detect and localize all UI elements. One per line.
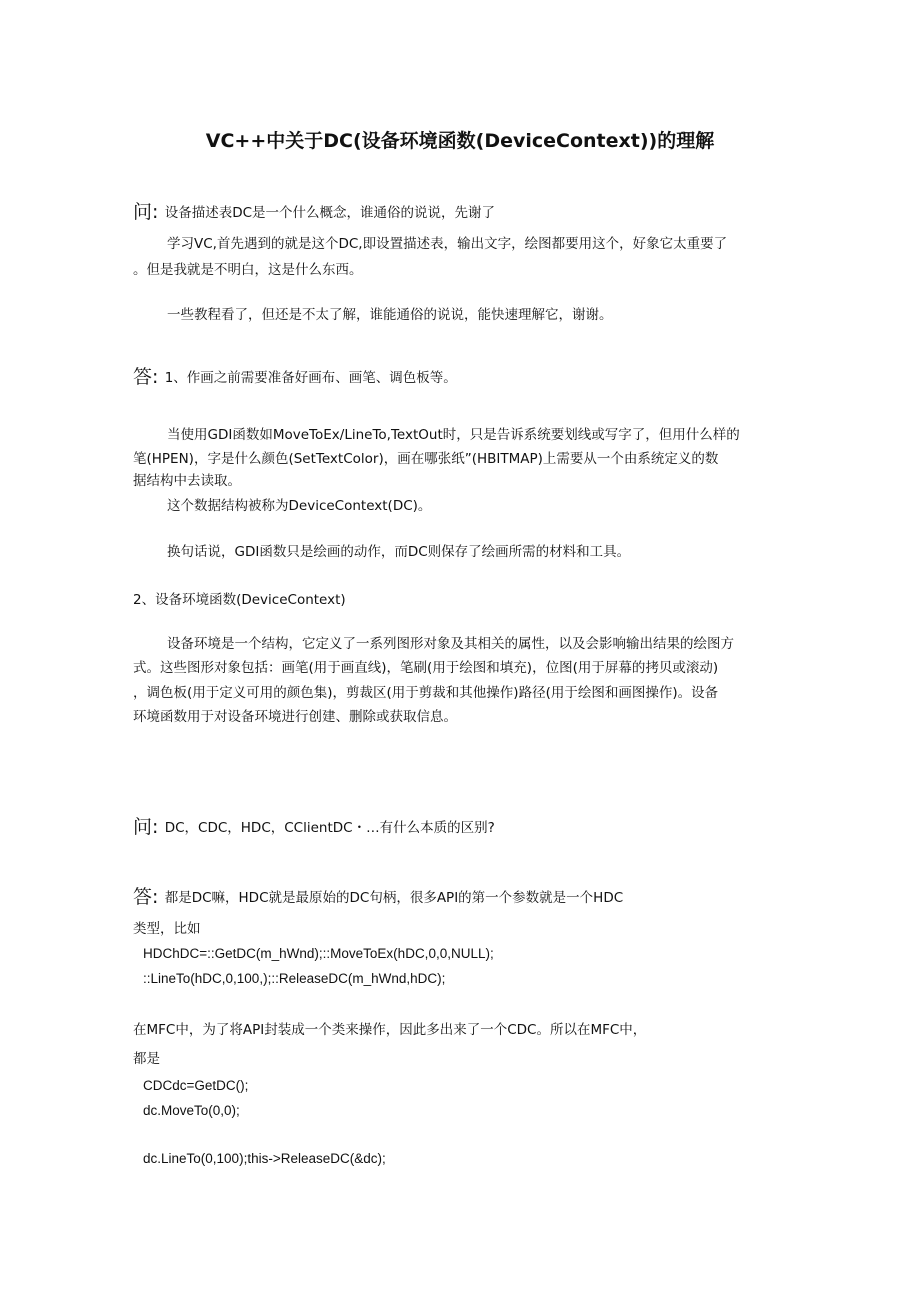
question-marker: 问: bbox=[133, 816, 159, 838]
a2-code-line5: dc.LineTo(0,100);this->ReleaseDC(&dc); bbox=[143, 1151, 386, 1166]
a1-para3-line2: 式。这些图形对象包括：画笔(用于画直线)，笔刷(用于绘图和填充)，位图(用于屏幕的拷贝或滚动) bbox=[133, 660, 719, 676]
document-title: VC++中关于DC(设备环境函数(DeviceContext))的理解 bbox=[205, 130, 715, 152]
answer-marker: 答: bbox=[133, 366, 159, 388]
answer-2 bbox=[133, 888, 623, 907]
a1-para1-line2: 笔(HPEN)，字是什么颜色(SetTextColor)，画在哪张纸”(HBITMAP)上需要从一个由系统定义的数 bbox=[133, 451, 719, 467]
q1-body-line2: 。但是我就是不明白，这是什么东西。 bbox=[133, 262, 363, 278]
a2-line3: 在MFC中，为了将API封装成一个类来操作，因此多出来了一个CDC。所以在MFC中， bbox=[133, 1022, 647, 1038]
a1-para1-line1: 当使用GDI函数如MoveToEx/LineTo,TextOut时，只是告诉系统要划线或写字了，但用什么样的 bbox=[167, 427, 740, 443]
a2-code-line2: ::LineTo(hDC,0,100,);::ReleaseDC(m_hWnd,hDC); bbox=[143, 971, 446, 986]
question-1 bbox=[133, 203, 495, 222]
answer-point-1: 1、作画之前需要准备好画布、画笔、调色板等。 bbox=[164, 370, 457, 386]
a1-para2: 换句话说，GDI函数只是绘画的动作，而DC则保存了绘画所需的材料和工具。 bbox=[167, 544, 631, 560]
a2-line2: 类型，比如 bbox=[133, 921, 201, 937]
a1-point-2: 2、设备环境函数(DeviceContext) bbox=[133, 592, 346, 608]
q1-body-line3: 一些教程看了，但还是不太了解，谁能通俗的说说，能快速理解它，谢谢。 bbox=[167, 307, 613, 323]
a1-para3-line1: 设备环境是一个结构，它定义了一系列图形对象及其相关的属性，以及会影响输出结果的绘图方 bbox=[167, 636, 734, 652]
a2-code-line4: dc.MoveTo(0,0); bbox=[143, 1103, 240, 1118]
a2-code-line1: HDChDC=::GetDC(m_hWnd);::MoveToEx(hDC,0,0,NULL); bbox=[143, 946, 494, 961]
a2-line4: 都是 bbox=[133, 1051, 160, 1067]
a1-para3-line4: 环境函数用于对设备环境进行创建、删除或获取信息。 bbox=[133, 709, 457, 725]
question-2 bbox=[133, 818, 495, 837]
a1-para1-line3: 据结构中去读取。 bbox=[133, 473, 241, 489]
answer-text: 都是DC嘛，HDC就是最原始的DC句柄，很多API的第一个参数就是一个HDC bbox=[164, 890, 624, 906]
answer-marker: 答: bbox=[133, 886, 159, 908]
question-text: 设备描述表DC是一个什么概念，谁通俗的说说，先谢了 bbox=[164, 205, 496, 221]
a2-code-line3: CDCdc=GetDC(); bbox=[143, 1078, 249, 1093]
a1-para1-line4: 这个数据结构被称为DeviceContext(DC)。 bbox=[167, 498, 432, 514]
answer-1 bbox=[133, 368, 457, 387]
question-marker: 问: bbox=[133, 201, 159, 223]
q1-body-line1: 学习VC,首先遇到的就是这个DC,即设置描述表，输出文字，绘图都要用这个，好象它太重要了 bbox=[167, 236, 728, 252]
a1-para3-line3: ，调色板(用于定义可用的颜色集)，剪裁区(用于剪裁和其他操作)路径(用于绘图和画图操作)。设备 bbox=[133, 685, 719, 701]
question-text: DC，CDC，HDC，CClientDC・…有什么本质的区别? bbox=[164, 820, 495, 836]
